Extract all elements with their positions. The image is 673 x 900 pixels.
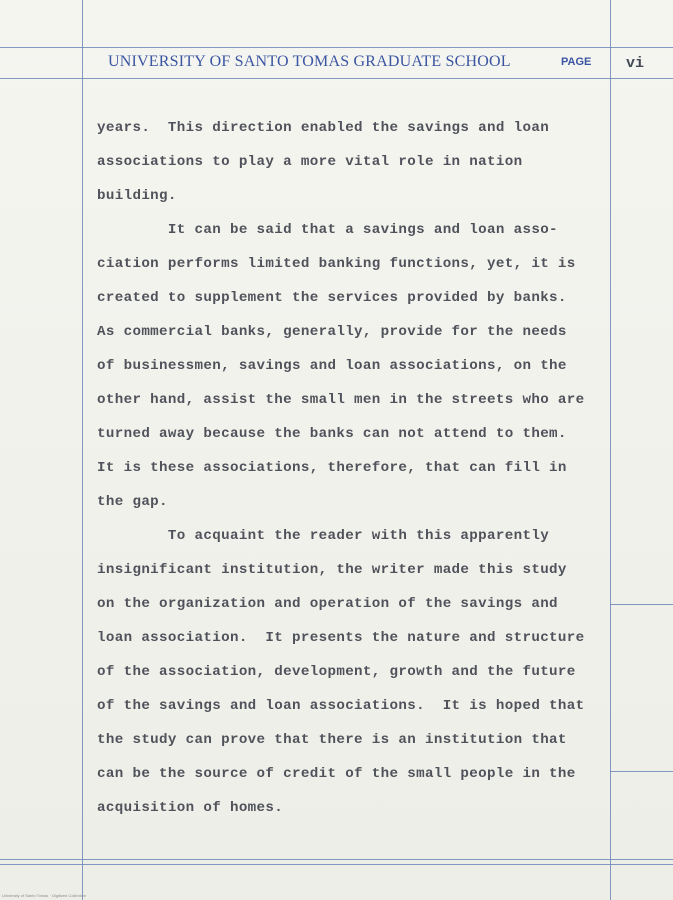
page-number: vi bbox=[626, 55, 645, 72]
text-line: It is these associations, therefore, that can fill in bbox=[97, 460, 567, 476]
text-line: building. bbox=[97, 188, 177, 204]
text-line: other hand, assist the small men in the streets who are bbox=[97, 392, 585, 408]
text-line: loan association. It presents the nature and structure bbox=[97, 630, 585, 646]
header-top-rule bbox=[0, 47, 673, 48]
text-line: can be the source of credit of the small people in the bbox=[97, 766, 576, 782]
text-line: associations to play a more vital role in nation bbox=[97, 154, 523, 170]
text-line: the study can prove that there is an institution that bbox=[97, 732, 567, 748]
text-line: of businessmen, savings and loan associations, on the bbox=[97, 358, 567, 374]
text-line: years. This direction enabled the savings and loan bbox=[97, 120, 550, 136]
page-label: PAGE bbox=[561, 56, 592, 68]
text-line: turned away because the banks can not attend to them. bbox=[97, 426, 567, 442]
text-line: To acquaint the reader with this apparently bbox=[97, 528, 550, 544]
text-line: As commercial banks, generally, provide for the needs bbox=[97, 324, 567, 340]
text-line: on the organization and operation of the savings and bbox=[97, 596, 558, 612]
text-line: acquisition of homes. bbox=[97, 800, 284, 816]
text-line: ciation performs limited banking functions, yet, it is bbox=[97, 256, 576, 272]
footer-credit: University of Santo Tomas · Digitized Collection bbox=[2, 893, 86, 898]
text-line: insignificant institution, the writer made this study bbox=[97, 562, 567, 578]
text-line: of the savings and loan associations. It is hoped that bbox=[97, 698, 585, 714]
text-line: created to supplement the services provided by banks. bbox=[97, 290, 567, 306]
left-margin-rule bbox=[82, 0, 83, 900]
right-margin-tick-lower bbox=[610, 771, 673, 772]
header-bottom-rule bbox=[0, 78, 673, 79]
text-line: of the association, development, growth and the future bbox=[97, 664, 576, 680]
school-header-title: UNIVERSITY OF SANTO TOMAS GRADUATE SCHOOL bbox=[108, 53, 511, 70]
text-line: It can be said that a savings and loan asso- bbox=[97, 222, 558, 238]
text-line: the gap. bbox=[97, 494, 168, 510]
footer-top-rule bbox=[0, 859, 673, 860]
right-margin-rule bbox=[610, 0, 611, 900]
right-margin-tick-upper bbox=[610, 604, 673, 605]
footer-mid-rule bbox=[0, 864, 673, 865]
